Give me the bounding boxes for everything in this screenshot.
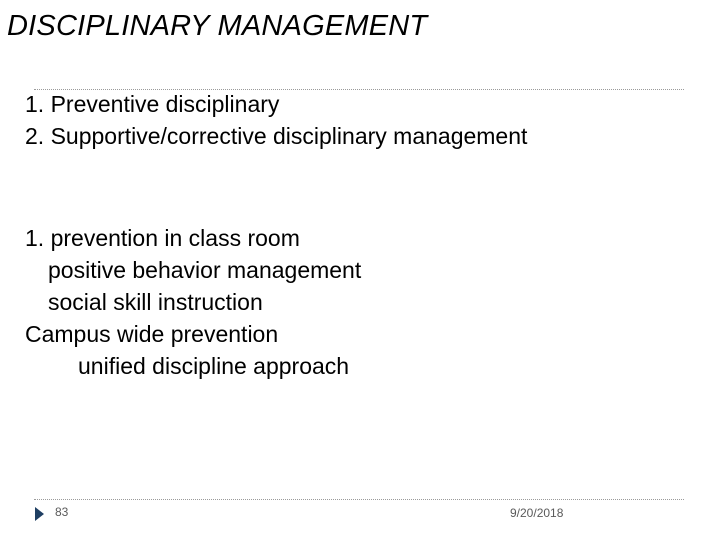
page-number: 83 xyxy=(55,505,69,519)
main-list xyxy=(25,88,527,152)
triangle-bullet-icon xyxy=(35,507,44,521)
list-item-preventive: 1. Preventive disciplinary xyxy=(25,91,280,117)
sub-item-social-skill: social skill instruction xyxy=(48,289,263,315)
list-item-campus-prevention: Campus wide prevention xyxy=(25,321,279,347)
bottom-divider xyxy=(34,499,684,500)
list-item-classroom-prevention: 1. prevention in class room xyxy=(25,225,300,251)
sub-item-unified-discipline: unified discipline approach xyxy=(78,353,350,379)
footer-date: 9/20/2018 xyxy=(510,506,564,520)
list-item-supportive: 2. Supportive/corrective disciplinary management xyxy=(25,123,528,149)
prevention-list xyxy=(25,222,361,382)
sub-item-positive-behavior: positive behavior management xyxy=(48,257,362,283)
slide-title: DISCIPLINARY MANAGEMENT xyxy=(7,10,428,42)
